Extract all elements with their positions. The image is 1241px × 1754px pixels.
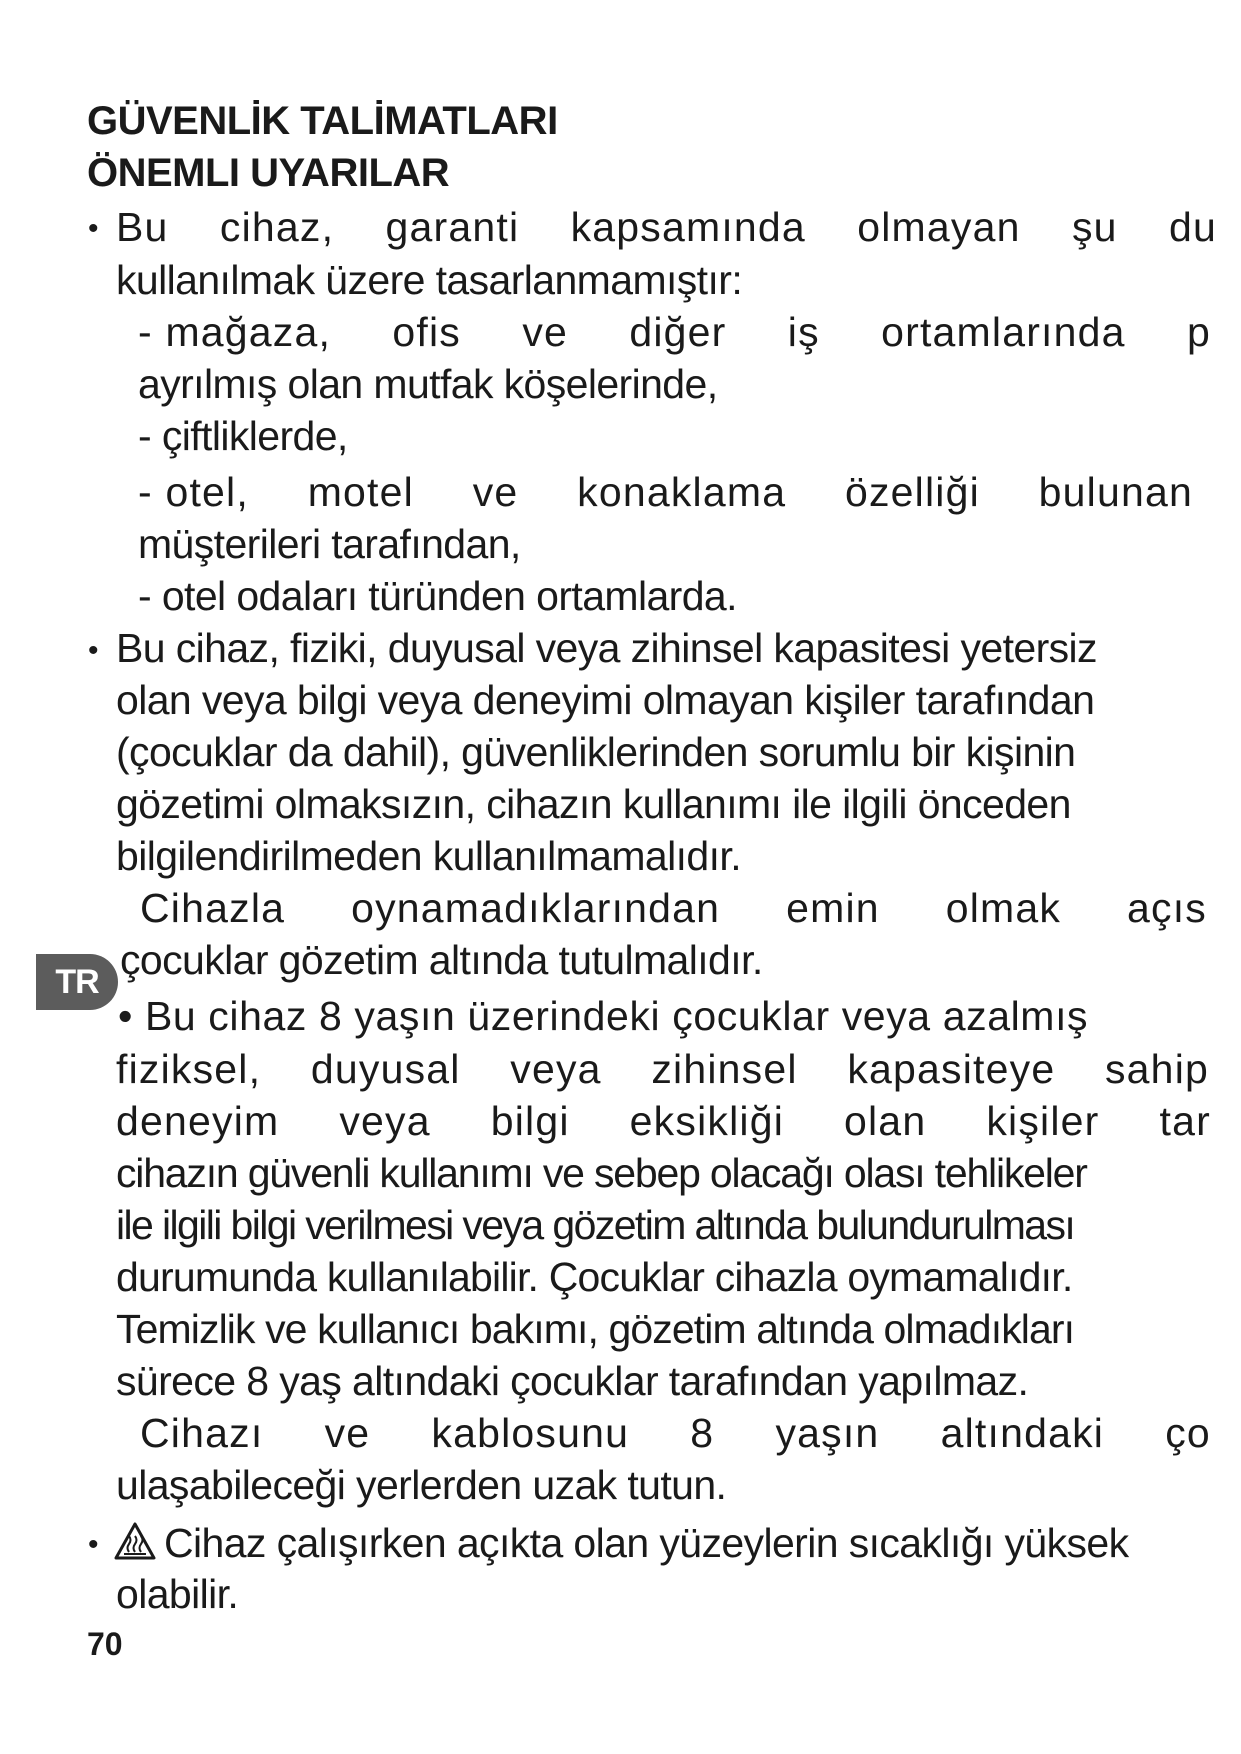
s1-sub1-line-1-word-6: ortamlarında bbox=[881, 309, 1126, 355]
s1-line-2: kullanılmak üzere tasarlanmamıştır: bbox=[116, 257, 743, 303]
s1-sub1-line-1 bbox=[138, 309, 1211, 355]
hot-surface-warning-icon bbox=[114, 1522, 156, 1560]
s3-line-3 bbox=[116, 1098, 1211, 1144]
s1-line-1-word-3: garanti bbox=[385, 204, 520, 250]
s3-line-1: • Bu cihaz 8 yaşın üzerindeki çocuklar veya azalmış bbox=[118, 993, 1089, 1039]
s2-line-6-word-2: oynamadıklarından bbox=[351, 885, 721, 931]
s1-line-1-word-7: du bbox=[1168, 204, 1217, 250]
s3-line-2-word-6: sahip bbox=[1104, 1046, 1209, 1092]
s1-line-1-word-4: kapsamında bbox=[570, 204, 806, 250]
page-title: GÜVENLİK TALİMATLARI bbox=[87, 99, 558, 143]
s4-line-2: olabilir. bbox=[116, 1571, 239, 1617]
s1-line-1-word-1: Bu bbox=[116, 204, 169, 250]
section-subtitle: ÖNEMLI UYARILAR bbox=[87, 151, 450, 195]
s3-line-3-word-2: veya bbox=[339, 1098, 431, 1144]
bullet-1: • bbox=[88, 212, 99, 245]
s3-line-6: durumunda kullanılabilir. Çocuklar cihazla oymamalıdır. bbox=[116, 1254, 1073, 1300]
page-number: 70 bbox=[87, 1626, 123, 1662]
s1-sub3-line-1-word-4: konaklama bbox=[577, 469, 787, 515]
s1-sub1-line-1-word-3: ve bbox=[522, 309, 569, 355]
s3-line-9-word-7: ço bbox=[1165, 1410, 1211, 1456]
s3-line-2-word-4: zihinsel bbox=[651, 1046, 798, 1092]
s3-line-3-word-6: kişiler bbox=[986, 1098, 1100, 1144]
s3-line-3-word-7: tar bbox=[1159, 1098, 1211, 1144]
s3-line-2 bbox=[116, 1046, 1209, 1092]
s1-line-1-word-6: şu bbox=[1071, 204, 1118, 250]
s3-line-2-word-2: duyusal bbox=[310, 1046, 461, 1092]
s3-line-7: Temizlik ve kullanıcı bakımı, gözetim altında olmadıkları bbox=[116, 1306, 1075, 1352]
s2-line-3: (çocuklar da dahil), güvenliklerinden sorumlu bir kişinin bbox=[116, 729, 1076, 775]
s3-line-2-word-1: fiziksel, bbox=[116, 1046, 262, 1092]
s3-line-3-word-1: deneyim bbox=[116, 1098, 280, 1144]
s3-line-2-word-5: kapasiteye bbox=[847, 1046, 1056, 1092]
s2-line-6-word-1: Cihazla bbox=[140, 885, 286, 931]
s3-line-4: cihazın güvenli kullanımı ve sebep olacağı olası tehlikeler bbox=[116, 1150, 1087, 1196]
s3-line-3-word-4: eksikliği bbox=[629, 1098, 785, 1144]
s1-sub1-line-1-word-7: p bbox=[1186, 309, 1211, 355]
s3-line-9-word-5: yaşın bbox=[775, 1410, 880, 1456]
s2-line-4: gözetimi olmaksızın, cihazın kullanımı ile ilgili önceden bbox=[116, 781, 1071, 827]
s1-sub1-line-2: ayrılmış olan mutfak köşelerinde, bbox=[138, 361, 718, 407]
s1-sub1-line-1-word-5: iş bbox=[787, 309, 820, 355]
s3-line-3-word-5: olan bbox=[844, 1098, 927, 1144]
s4-line-1 bbox=[114, 1522, 1129, 1564]
s3-line-9-word-6: altındaki bbox=[940, 1410, 1105, 1456]
s3-line-9-word-3: kablosunu bbox=[431, 1410, 630, 1456]
s1-sub3-line-1-word-3: ve bbox=[472, 469, 519, 515]
s2-line-2: olan veya bilgi veya deneyimi olmayan kişiler tarafından bbox=[116, 677, 1095, 723]
s1-line-1 bbox=[116, 204, 1217, 250]
s1-sub2: - çiftliklerde, bbox=[138, 413, 348, 459]
s3-line-3-word-3: bilgi bbox=[490, 1098, 570, 1144]
s1-sub3-line-1-word-5: özelliği bbox=[844, 469, 980, 515]
language-tab: TR bbox=[36, 954, 118, 1010]
s1-sub3-line-1 bbox=[138, 469, 1193, 515]
s1-sub3-line-1-word-6: bulunan bbox=[1038, 469, 1193, 515]
s2-line-5: bilgilendirilmeden kullanılmamalıdır. bbox=[116, 833, 741, 879]
s3-line-2-word-3: veya bbox=[510, 1046, 602, 1092]
s1-line-1-word-5: olmayan bbox=[857, 204, 1021, 250]
s1-sub1-line-1-word-1: - mağaza, bbox=[138, 309, 332, 355]
bullet-4: • bbox=[88, 1528, 99, 1561]
s1-sub1-line-1-word-2: ofis bbox=[392, 309, 462, 355]
s3-line-9 bbox=[140, 1410, 1211, 1456]
s3-line-9-word-2: ve bbox=[324, 1410, 371, 1456]
s3-line-5: ile ilgili bilgi verilmesi veya gözetim altında bulundurulması bbox=[116, 1202, 1075, 1248]
s1-sub3-line-1-word-1: - otel, bbox=[138, 469, 249, 515]
s1-line-1-word-2: cihaz, bbox=[219, 204, 335, 250]
s3-line-10: ulaşabileceği yerlerden uzak tutun. bbox=[116, 1462, 727, 1508]
s2-line-7: çocuklar gözetim altında tutulmalıdır. bbox=[120, 937, 763, 983]
s1-sub3-line-2: müşterileri tarafından, bbox=[138, 521, 521, 567]
s2-line-1: Bu cihaz, fiziki, duyusal veya zihinsel kapasitesi yetersiz bbox=[116, 625, 1097, 671]
s2-line-6-word-5: açıs bbox=[1127, 885, 1207, 931]
s2-line-6-word-4: olmak bbox=[945, 885, 1062, 931]
s3-line-8: sürece 8 yaş altındaki çocuklar tarafından yapılmaz. bbox=[116, 1358, 1029, 1404]
s4-line-1-text: Cihaz çalışırken açıkta olan yüzeylerin sıcaklığı yüksek bbox=[164, 1520, 1129, 1566]
s2-line-6-word-3: emin bbox=[786, 885, 880, 931]
bullet-2: • bbox=[88, 634, 99, 667]
s1-sub4: - otel odaları türünden ortamlarda. bbox=[138, 573, 737, 619]
s3-line-9-word-1: Cihazı bbox=[140, 1410, 264, 1456]
s2-line-6 bbox=[140, 885, 1207, 931]
s1-sub3-line-1-word-2: motel bbox=[307, 469, 414, 515]
s1-sub1-line-1-word-4: diğer bbox=[629, 309, 727, 355]
s3-line-9-word-4: 8 bbox=[690, 1410, 715, 1456]
